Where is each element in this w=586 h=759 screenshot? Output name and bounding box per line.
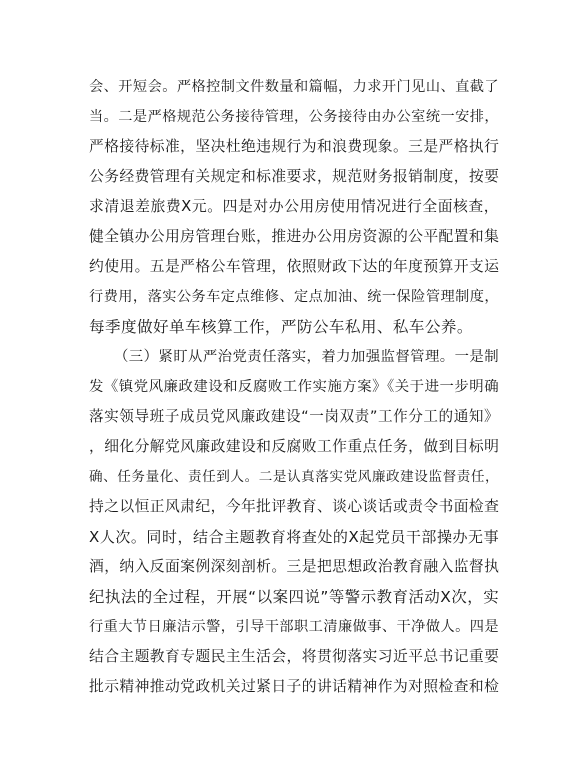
paragraph-line: ，细化分解党风廉政建设和反腐败工作重点任务，做到目标明 [89,438,500,455]
paragraph-line: X人次。同时，结合主题教育将查处的X起党员干部操办无事 [89,528,499,546]
paragraph-line: 约使用。五是严格公车管理，依照财政下达的年度预算开支运 [89,258,500,275]
paragraph-line: 严格接待标准，坚决杜绝违规行为和浪费现象。三是严格执行 [89,138,500,155]
paragraph-line: 落实领导班子成员党风廉政建设“一岗双责”工作分工的通知》 [89,408,499,425]
paragraph-line: 每季度做好单车核算工作，严防公车私用、私车公养。 [89,318,473,336]
paragraph-line: 确、任务量化、责任到人。二是认真落实党风廉政建设监督责任， [89,469,499,485]
paragraph-line: 求清退差旅费X元。四是对办公用房使用情况进行全面核查， [89,198,499,215]
paragraph-line: 当。二是严格规范公务接待管理，公务接待由办公室统一安排， [89,109,499,125]
paragraph-line: 行费用，落实公务车定点维修、定点加油、统一保险管理制度， [89,289,499,305]
paragraph-line: 批示精神推动党政机关过紧日子的讲话精神作为对照检查和检 [89,678,500,695]
paragraph-line: 持之以恒正风肃纪，今年批评教育、谈心谈话或责令书面检查 [89,498,500,515]
paragraph-line: 发《镇党风廉政建设和反腐败工作实施方案》《关于进一步明确 [89,379,499,395]
paragraph-line: 行重大节日廉洁示警，引导干部职工清廉做事、干净做人。四是 [89,619,499,635]
paragraph-line: 纪执法的全过程，开展“以案四说”等警示教育活动X次，实 [89,588,499,606]
paragraph-line: 健全镇办公用房管理台账，推进办公用房资源的公平配置和集 [89,228,500,245]
paragraph-line: 会、开短会。严格控制文件数量和篇幅，力求开门见山、直截了 [89,79,499,95]
section-heading-line: （三）紧盯从严治党责任落实，着力加强监督管理。一是制 [114,349,499,365]
paragraph-line: 酒，纳入反面案例深刻剖析。三是把思想政治教育融入监督执 [89,558,500,575]
paragraph-line: 公务经费管理有关规定和标准要求，规范财务报销制度，按要 [89,168,500,185]
paragraph-line: 结合主题教育专题民主生活会，将贯彻落实习近平总书记重要 [89,648,500,665]
